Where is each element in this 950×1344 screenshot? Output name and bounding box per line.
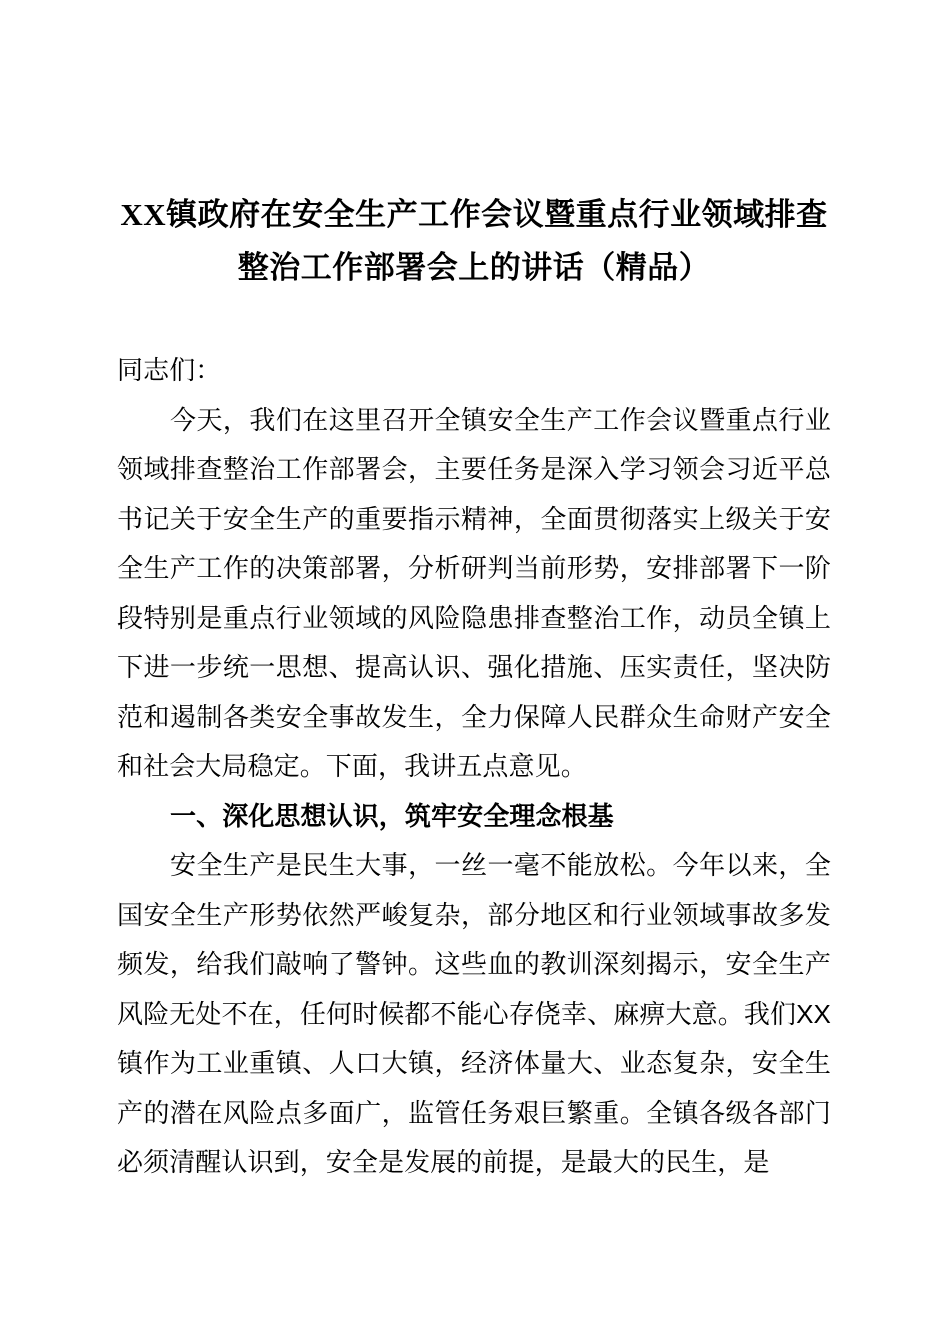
paragraph-intro: 今天，我们在这里召开全镇安全生产工作会议暨重点行业领域排查整治工作部署会，主要任务是深入学习领会习近平总书记关于安全生产的重要指示精神，全面贯彻落实上级关于安全生产工作的决策部署，分析研判当前形势，安排部署下一阶段特别是重点行业领域的风险隐患排查整治工作，动员全镇上下进一步统一思想、提高认识、强化措施、压实责任，坚决防范和遏制各类安全事故发生，全力保障人民群众生命财产安全和社会大局稳定。下面，我讲五点意见。: [117, 404, 831, 781]
document-title: XX镇政府在安全生产工作会议暨重点行业领域排查整治工作部署会上的讲话（精品）: [120, 197, 828, 285]
salutation-line: 同志们：: [117, 355, 222, 385]
document-body: [117, 0, 831, 1188]
section-heading-1: 一、深化思想认识，筑牢安全理念根基: [170, 800, 614, 831]
paragraph-section-1-body: 安全生产是民生大事，一丝一毫不能放松。今年以来，全国安全生产形势依然严峻复杂，部分地区和行业领域事故多发频发，给我们敲响了警钟。这些血的教训深刻揭示，安全生产风险无处不在，任何时候都不能心存侥幸、麻痹大意。我们XX镇作为工业重镇、人口大镇，经济体量大、业态复杂，安全生产的潜在风险点多面广，监管任务艰巨繁重。全镇各级各部门必须清醒认识到，安全是发展的前提，是最大的民生，是: [117, 850, 831, 1177]
